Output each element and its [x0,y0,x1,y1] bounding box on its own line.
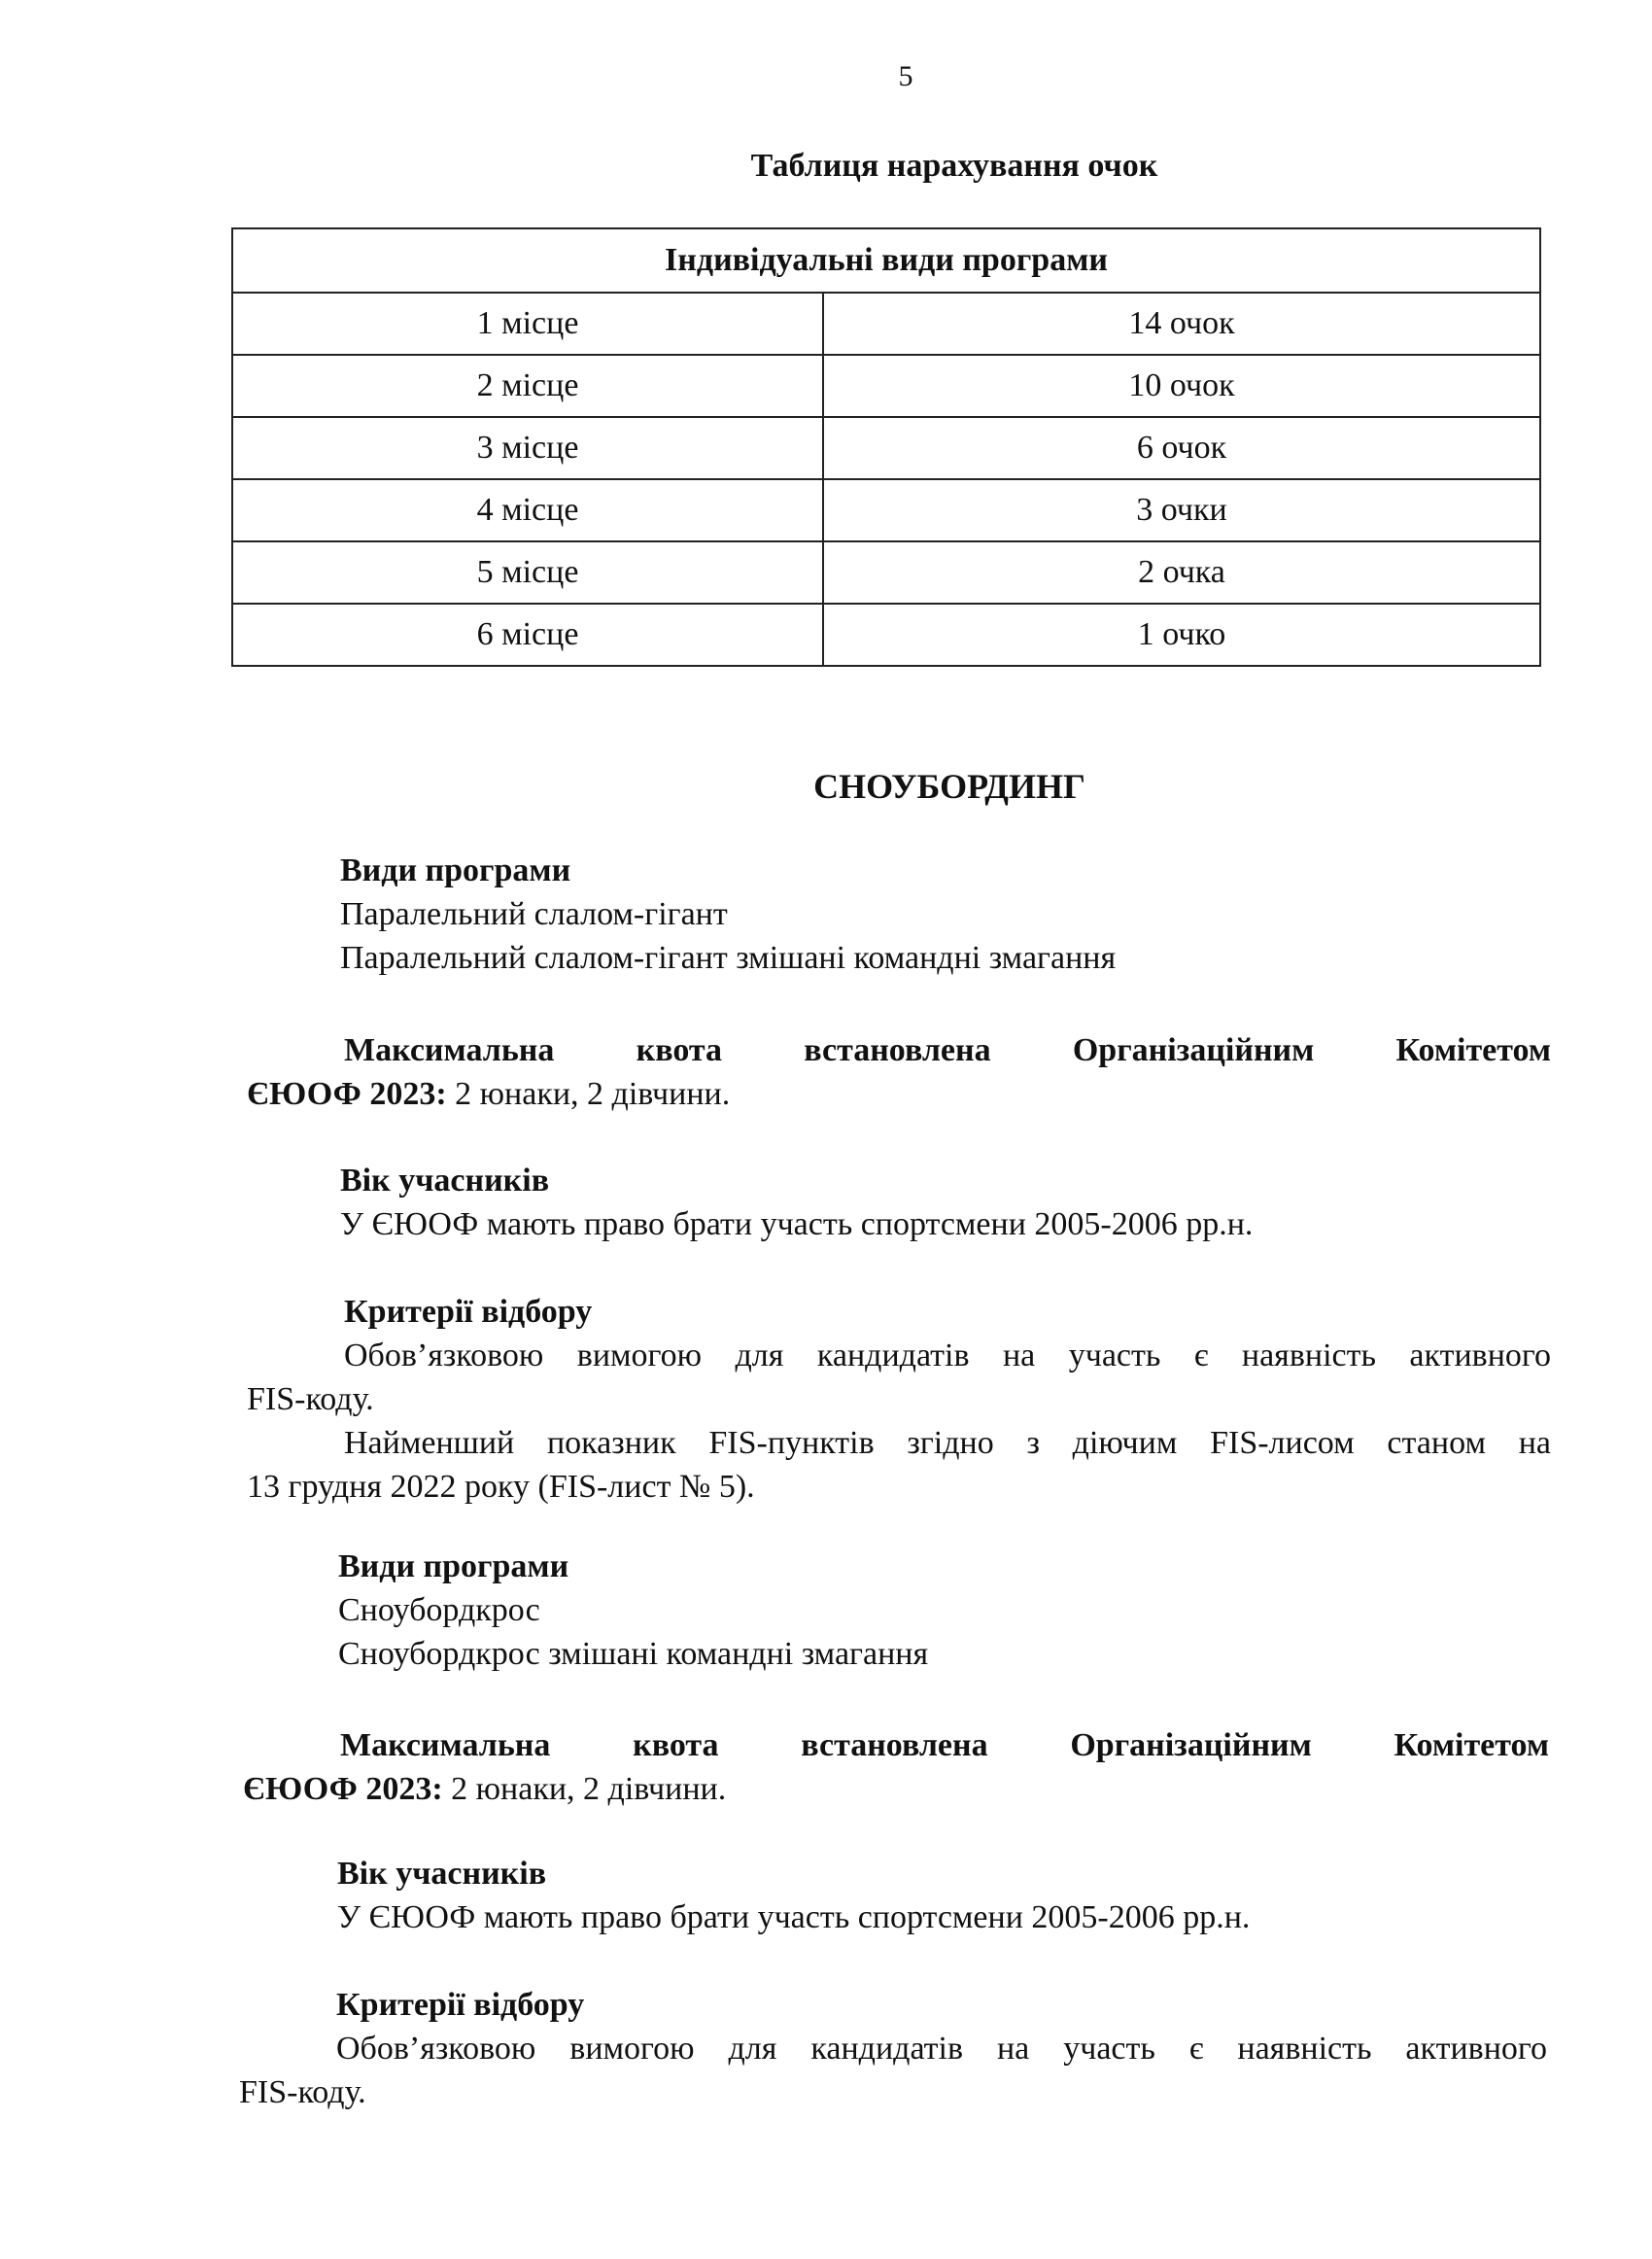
programs-heading: Види програми [338,1548,569,1584]
program-item: Паралельний слалом-гігант [340,896,728,932]
table-row [232,604,1540,666]
age-heading: Вік учасників [340,1163,550,1199]
table-row [232,293,1540,355]
section-title: СНОУБОРДИНГ [813,767,1085,806]
place-cell: 1 місце [232,293,823,355]
programs-block-1 [340,849,1116,980]
quota-word: Організаційним [1072,1032,1315,1068]
table-row [232,541,1540,604]
points-cell: 6 очок [823,417,1540,479]
table-header-row [232,228,1540,293]
quota-line [243,1723,1549,1767]
criteria-text: FIS-коду. [247,1381,374,1417]
place-cell: 2 місце [232,355,823,417]
criteria-text: Обов’язковою вимогою для кандидатів на участь є наявність активного [336,2031,1547,2067]
quota-line [247,1028,1551,1072]
points-cell: 2 очка [823,541,1540,604]
program-item: Сноубордкрос змішані командні змагання [338,1636,929,1672]
quota-word: Максимальна [340,1727,551,1763]
quota-value: 2 юнаки, 2 дівчини. [442,1771,727,1807]
page-number: 5 [898,60,913,92]
quota-line-2 [243,1767,1549,1811]
points-cell: 1 очко [823,604,1540,666]
criteria-block-1 [247,1290,1551,1509]
age-text: У ЄЮОФ мають право брати участь спортсмени 2005-2006 рр.н. [340,1206,1254,1242]
quota-event: ЄЮОФ 2023: [243,1771,443,1807]
table-title: Таблиця нарахування очок [750,148,1158,184]
program-item: Паралельний слалом-гігант змішані командні змагання [340,940,1117,976]
age-heading: Вік учасників [337,1856,547,1892]
place-cell: 4 місце [232,479,823,541]
quota-word: Максимальна [344,1032,555,1068]
points-table [231,227,1541,667]
quota-word: квота [633,1727,719,1763]
criteria-text: Найменший показник FIS-пунктів згідно з діючим FIS-лисом станом на [344,1425,1551,1461]
criteria-text: 13 грудня 2022 року (FIS-лист № 5). [247,1469,755,1505]
criteria-text: FIS-коду. [239,2074,366,2110]
table-header: Індивідуальні види програми [232,228,1540,293]
table-row [232,479,1540,541]
quota-value: 2 юнаки, 2 дівчини. [446,1076,731,1112]
place-cell: 6 місце [232,604,823,666]
age-block-1 [340,1159,1253,1246]
programs-heading: Види програми [340,852,571,888]
program-item: Сноубордкрос [338,1592,540,1628]
criteria-block-2 [239,1983,1547,2114]
quota-word: Комітетом [1395,1032,1552,1068]
points-cell: 14 очок [823,293,1540,355]
criteria-heading: Критерії відбору [344,1294,593,1330]
quota-block-1 [247,1028,1551,1116]
quota-event: ЄЮОФ 2023: [247,1076,447,1112]
criteria-heading: Критерії відбору [336,1987,585,2023]
points-cell: 10 очок [823,355,1540,417]
table-row [232,417,1540,479]
quota-word: встановлена [801,1727,988,1763]
programs-block-2 [338,1545,928,1676]
place-cell: 3 місце [232,417,823,479]
quota-word: Комітетом [1394,1727,1550,1763]
quota-block-2 [243,1723,1549,1811]
age-text: У ЄЮОФ мають право брати участь спортсмени 2005-2006 рр.н. [337,1899,1251,1935]
age-block-2 [337,1852,1250,1939]
quota-word: Організаційним [1070,1727,1312,1763]
quota-word: встановлена [804,1032,991,1068]
points-cell: 3 очки [823,479,1540,541]
criteria-text: Обов’язковою вимогою для кандидатів на участь є наявність активного [344,1338,1551,1373]
table-row [232,355,1540,417]
quota-line-2 [247,1072,1551,1116]
quota-word: квота [636,1032,722,1068]
place-cell: 5 місце [232,541,823,604]
